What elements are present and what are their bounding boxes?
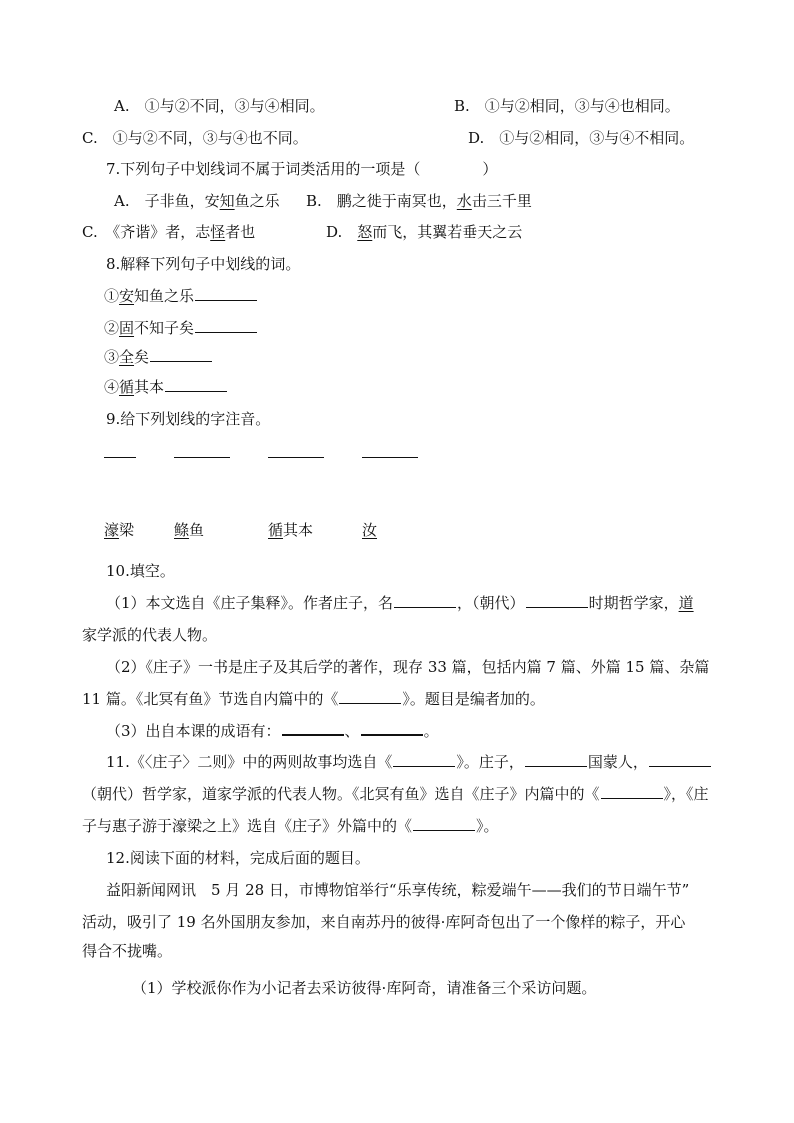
q7-stem: 7.下列句子中划线词不属于词类活用的一项是（ ） bbox=[106, 160, 498, 178]
answer-blank[interactable] bbox=[165, 377, 227, 392]
q7-option-c: C. 《齐谐》者，志怪者也 bbox=[82, 223, 256, 241]
answer-blank[interactable] bbox=[601, 784, 663, 799]
underlined-word: 怒 bbox=[357, 223, 373, 241]
answer-blank[interactable] bbox=[195, 286, 257, 301]
q12-subquestion-1: （1）学校派你作为小记者去采访彼得·库阿奇，请准备三个采访问题。 bbox=[132, 979, 597, 997]
q11-line1: 11.《〈庄子〉二则》中的两则故事均选自《 》。庄子， 国蒙人， bbox=[106, 752, 712, 772]
q7-option-b: B. 鹏之徙于南冥也，水击三千里 bbox=[306, 192, 532, 210]
answer-blank[interactable] bbox=[195, 318, 257, 333]
answer-blank[interactable] bbox=[174, 457, 230, 458]
answer-blank[interactable] bbox=[150, 347, 212, 362]
q6-option-b: B. ①与②相同，③与④也相同。 bbox=[454, 97, 680, 115]
q8-item-4: ④循其本 bbox=[104, 377, 228, 397]
q10-part1-line1: （1）本文选自《庄子集释》。作者庄子，名 ，（朝代） 时期哲学家，道 bbox=[106, 594, 694, 612]
answer-blank[interactable] bbox=[526, 593, 588, 608]
q12-material-line2: 活动，吸引了 19 名外国朋友参加，来自南苏丹的彼得·库阿奇包出了一个像样的粽子，开心 bbox=[82, 913, 686, 931]
q7-option-a: A. 子非鱼，安知鱼之乐 bbox=[114, 192, 280, 210]
q10-part2-line1: （2）《庄子》一书是庄子及其后学的著作，现存 33 篇，包括内篇 7 篇、外篇 15 篇、杂篇 bbox=[106, 658, 710, 676]
q10-part3: （3）出自本课的成语有： 、 。 bbox=[106, 722, 439, 740]
answer-blank[interactable] bbox=[361, 720, 423, 736]
answer-blank[interactable] bbox=[268, 457, 324, 458]
answer-blank[interactable] bbox=[362, 457, 418, 458]
q12-material-line3: 得合不拢嘴。 bbox=[82, 942, 173, 960]
answer-blank[interactable] bbox=[282, 720, 344, 736]
answer-blank[interactable] bbox=[649, 752, 711, 767]
answer-blank[interactable] bbox=[339, 689, 401, 704]
q6-option-d: D. ①与②相同，③与④不相同。 bbox=[468, 129, 695, 147]
q9-stem: 9.给下列划线的字注音。 bbox=[106, 410, 271, 428]
answer-blank[interactable] bbox=[104, 457, 136, 458]
q11-line2: （朝代）哲学家，道家学派的代表人物。《北冥有鱼》选自《庄子》内篇中的《 》，《庄 bbox=[82, 785, 709, 803]
q8-item-3: ③全矣 bbox=[104, 347, 213, 367]
q6-option-c: C. ①与②不同，③与④也不同。 bbox=[82, 129, 308, 147]
q9-word-4: 汝 bbox=[362, 521, 378, 539]
q9-word-1: 濠梁 bbox=[104, 521, 135, 539]
q11-line3: 子与惠子游于濠梁之上》选自《庄子》外篇中的《 》。 bbox=[82, 817, 499, 835]
q8-item-1: ①安知鱼之乐 bbox=[104, 286, 258, 306]
q12-stem: 12.阅读下面的材料，完成后面的题目。 bbox=[106, 849, 370, 867]
q8-item-2: ②固不知子矣 bbox=[104, 318, 258, 338]
answer-blank[interactable] bbox=[394, 593, 456, 608]
underlined-word: 怪 bbox=[210, 223, 226, 241]
q9-word-3: 循其本 bbox=[268, 521, 314, 539]
answer-blank[interactable] bbox=[413, 816, 475, 831]
answer-blank[interactable] bbox=[393, 752, 455, 767]
answer-blank[interactable] bbox=[525, 752, 587, 767]
underlined-word: 知 bbox=[219, 192, 235, 210]
q6-option-a: A. ①与②不同，③与④相同。 bbox=[114, 97, 325, 115]
q10-part2-line2: 11 篇。《北冥有鱼》节选自内篇中的《 》。题目是编者加的。 bbox=[82, 690, 545, 708]
q12-material-line1: 益阳新闻网讯 5 月 28 日，市博物馆举行“乐享传统，粽爱端午——我们的节日端午节” bbox=[106, 881, 690, 899]
q9-word-2: 鲦鱼 bbox=[174, 521, 205, 539]
q10-part1-line2: 家学派的代表人物。 bbox=[82, 626, 218, 644]
q7-option-d: D. 怒而飞，其翼若垂天之云 bbox=[326, 223, 523, 241]
q10-stem: 10.填空。 bbox=[106, 562, 175, 580]
underlined-word: 水 bbox=[456, 192, 472, 210]
q8-stem: 8.解释下列句子中划线的词。 bbox=[106, 255, 301, 273]
